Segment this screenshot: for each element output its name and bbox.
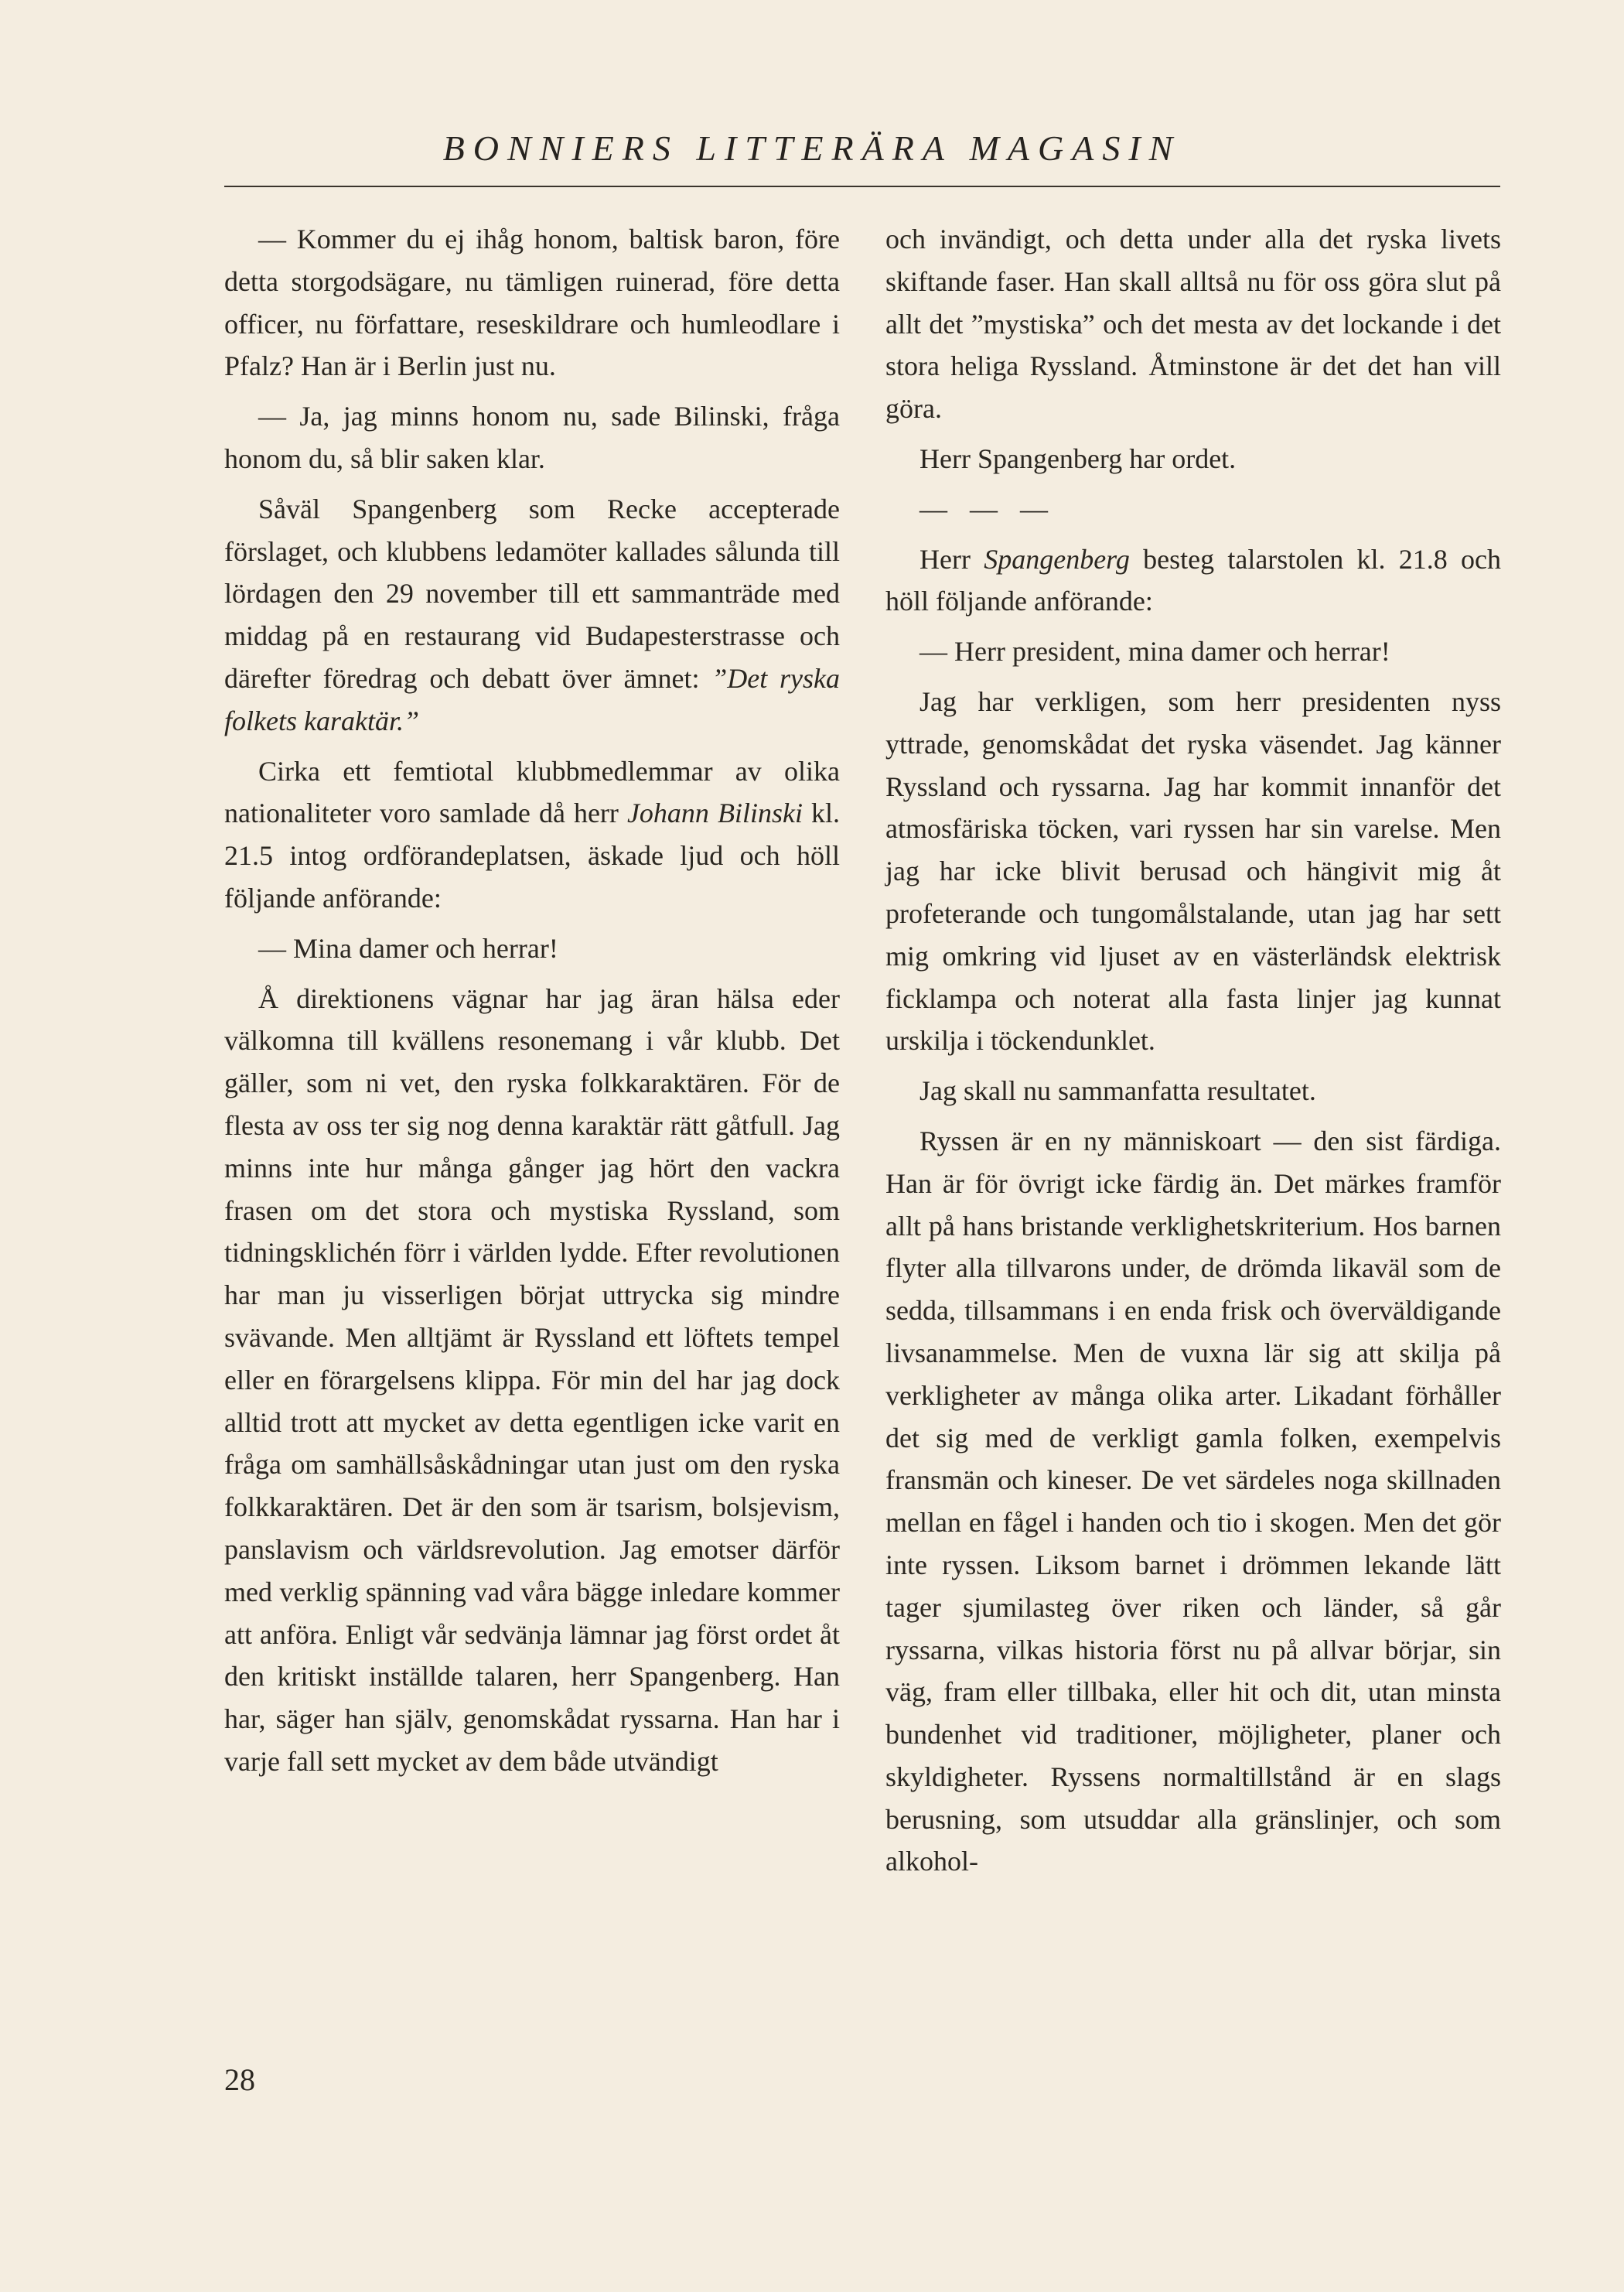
paragraph: — Herr president, mina damer och herrar! — [919, 636, 1390, 668]
paragraph-text: Cirka ett femtiotal klubbmedlemmar av olika nationaliteter voro samlade då herr — [224, 755, 840, 829]
paragraph: — Kommer du ej ihåg honom, baltisk baron, före detta storgodsägare, nu tämligen ruinerad, före detta officer, nu författare, reseskildrare och humleodlare i Pfalz? Han är i Berlin just nu. — [224, 224, 840, 382]
paragraph: Jag har verkligen, som herr presidenten nyss yttrade, genomskådat det ryska väsendet. Jag känner Ryssland och ryssarna. Jag har kommit innanför det atmosfäriska töcken, vari ryssen har sin varelse. Men jag har icke blivit berusad och hängivit mig åt profeterande och tungomålstalande, utan jag har sett mig omkring vid ljuset av en västerländsk elektrisk ficklampa och noterat alla fasta linjer jag kunnat urskilja i töckendunklet. — [885, 685, 1501, 1057]
paragraph-text: Herr — [919, 543, 984, 575]
lecture-topic: ”Det ryska folkets karaktär.” — [224, 662, 840, 736]
paragraph: — Mina damer och herrar! — [258, 932, 558, 964]
paragraph: Ryssen är en ny människoart — den sist färdiga. Han är för övrigt icke färdig än. Det märkes framför allt på hans bristande verklighetskriterium. Hos barnen flyter alla tillvarons under, de drömda likaväl som de sedda, tillsammans i en enda frisk och överväldigande livsanammelse. Men de vuxna lär sig att skilja på verkligheter av många olika arter. Likadant förhåller det sig med de verkligt gamla folken, exempelvis fransmän och kineser. De vet särdeles noga skillnaden mellan en fågel i handen och tio i skogen. Men det gör inte ryssen. Liksom barnet i drömmen lekande lätt tager sjumilasteg över riken och länder, så går ryssarna, vilkas historia först nu på allvar börjar, sin väg, fram eller tillbaka, eller hit och dit, utan minsta bundenhet vid traditioner, möjligheter, planer och skyldigheter. Ryssens normaltillstånd är en slags berusning, som utsuddar alla gränslinjer, och som alkohol- — [885, 1125, 1501, 1877]
paragraph: Jag skall nu sammanfatta resultatet. — [919, 1075, 1316, 1107]
speaker-name: Johann Bilinski — [626, 798, 803, 829]
section-separator: — — — — [919, 493, 1056, 524]
speaker-name: Spangenberg — [984, 543, 1130, 575]
left-column — [224, 218, 840, 1791]
paragraph: Å direktionens vägnar har jag äran hälsa eder välkomna till kvällens resonemang i vår klubb. Det gäller, som ni vet, den ryska folkkaraktären. För de flesta av oss ter sig nog denna karaktär rätt gåtfull. Jag minns inte hur många gånger jag hört den vackra frasen om det stora och mystiska Ryssland, som tidningsklichén förr i världen lydde. Efter revolutionen har man ju visserligen börjat uttrycka sig mindre svävande. Men alltjämt är Ryssland ett löftets tempel eller en förargelsens klippa. För min del har jag dock alltid trott att mycket av detta egentligen icke varit en fråga om samhällsåskådningar utan just om den ryska folkkaraktären. Det är den som är tsarism, bolsjevism, panslavism och världsrevolution. Jag emotser därför med verklig spänning vad våra bägge inledare kommer att anföra. Enligt vår sedvänja lämnar jag först ordet åt den kritiskt inställde talaren, herr Spangenberg. Han har, säger han själv, genomskådat ryssarna. Han har i varje fall sett mycket av dem både utvändigt — [224, 982, 840, 1777]
paragraph-text: besteg talarstolen kl. 21.8 och höll följande anförande: — [885, 543, 1502, 617]
page-number: 28 — [224, 2062, 255, 2097]
paragraph-text: Såväl Spangenberg som Recke accepterade förslaget, och klubbens ledamöter kallades sålunda till lördagen den 29 november till ett sammanträde med middag på en restaurang vid Budapesterstrasse och därefter föredrag och debatt över ämnet: — [224, 493, 840, 694]
paragraph — [224, 488, 840, 743]
paragraph-text: kl. 21.5 intog ordförandeplatsen, äskade ljud och höll följande anförande: — [224, 798, 840, 914]
paragraph: Herr Spangenberg har ordet. — [919, 442, 1237, 474]
running-head: BONNIERS LITTERÄRA MAGASIN — [442, 128, 1182, 168]
header-rule — [224, 186, 1500, 187]
paragraph: — Ja, jag minns honom nu, sade Bilinski, fråga honom du, så blir saken klar. — [224, 401, 840, 474]
right-column — [885, 218, 1501, 1891]
paragraph — [885, 538, 1501, 623]
paragraph: och invändigt, och detta under alla det ryska livets skiftande faser. Han skall alltså nu för oss göra slut på allt det ”mystiska” och det mesta av det lockande i det stora heliga Ryssland. Åtminstone är det det han vill göra. — [885, 224, 1501, 425]
paragraph — [224, 750, 840, 920]
